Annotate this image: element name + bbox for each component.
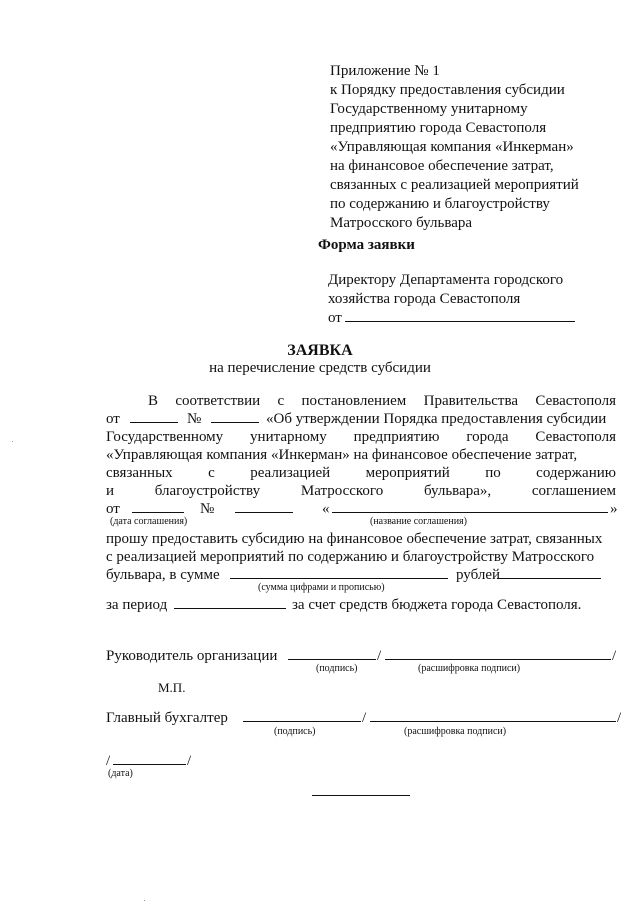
appendix-line-9: Матросского бульвара [330,215,473,231]
head-slash-1: / [377,648,382,664]
body-line-7-no: № [200,501,215,517]
caption-date: (дата) [108,768,133,779]
appendix-line-8: по содержанию и благоустройству [330,196,550,212]
resolution-number-blank [211,422,259,423]
body-line-5: связанных с реализацией мероприятий по содержанию [106,465,616,481]
body-line-3: Государственному унитарному предприятию города Севастополя [106,429,616,445]
appendix-line-5: «Управляющая компания «Инкерман» [330,139,574,155]
agreement-number-blank [235,512,293,513]
head-decode-blank [385,659,611,660]
caption-amount: (сумма цифрами и прописью) [258,582,385,593]
caption-agreement-date: (дата соглашения) [110,516,188,527]
body-line-7-ot: от [106,501,120,517]
head-slash-2: / [612,648,617,664]
accountant-signature-blank [243,721,361,722]
stamp-place: М.П. [158,680,186,695]
body-line-11-text: за счет средств бюджета города Севастополя. [292,597,582,613]
addressee-from-blank [345,321,575,322]
body-line-2-ot: от [106,411,120,427]
accountant-slash-2: / [617,710,622,726]
scan-speck [12,441,13,442]
document-subtitle: на перечисление средств субсидии [209,360,431,376]
date-blank [113,764,186,765]
resolution-date-blank [130,422,178,423]
agreement-date-blank [132,512,184,513]
body-line-2-no: № [187,411,202,427]
date-slash-2: / [187,753,192,769]
caption-head-decode: (расшифровка подписи) [418,663,521,674]
addressee-line-2: хозяйства города Севастополя [328,291,521,307]
body-line-7-open-quote: « [322,501,330,517]
body-line-10-amount-label: бульвара, в сумме [106,567,220,583]
caption-accountant-decode: (расшифровка подписи) [404,726,507,737]
form-label: Форма заявки [318,237,415,253]
body-line-4: «Управляющая компания «Инкерман» на финансовое обеспечение затрат, [106,447,578,463]
head-of-organization-label: Руководитель организации [106,648,278,664]
appendix-line-6: на финансовое обеспечение затрат, [330,158,554,174]
head-signature-blank [288,659,376,660]
scan-speck [144,900,145,901]
appendix-line-3: Государственному унитарному [330,101,528,117]
body-line-9: с реализацией мероприятий по содержанию и благоустройству Матросского [106,549,595,565]
accountant-decode-blank [370,721,616,722]
accountant-slash-1: / [362,710,367,726]
document-title: ЗАЯВКА [287,342,353,359]
appendix-line-7: связанных с реализацией мероприятий [330,177,579,193]
agreement-name-blank [332,512,608,513]
period-blank [174,608,286,609]
addressee-line-1: Директору Департамента городского [328,272,564,288]
body-line-7-close-quote: » [610,501,618,517]
body-line-6: и благоустройству Матросского бульвара», соглашением [106,483,616,499]
chief-accountant-label: Главный бухгалтер [106,710,228,726]
closing-separator [312,795,410,796]
appendix-line-1: Приложение № 1 [330,63,440,79]
addressee-from: от [328,310,342,326]
body-line-1: В соответствии с постановлением Правительства Севастополя [148,393,616,409]
caption-agreement-name: (название соглашения) [370,516,467,527]
body-line-11-period: за период [106,597,168,613]
body-line-2-text: «Об утверждении Порядка предоставления субсидии [266,411,607,427]
date-slash-1: / [106,753,111,769]
appendix-line-4: предприятию города Севастополя [330,120,547,136]
caption-accountant-signature: (подпись) [274,726,316,737]
appendix-line-2: к Порядку предоставления субсидии [330,82,565,98]
rubles-blank [497,578,601,579]
amount-blank [230,578,448,579]
body-line-10-rubles: рублей [456,567,501,583]
body-line-8: прошу предоставить субсидию на финансовое обеспечение затрат, связанных [106,531,603,547]
caption-head-signature: (подпись) [316,663,358,674]
